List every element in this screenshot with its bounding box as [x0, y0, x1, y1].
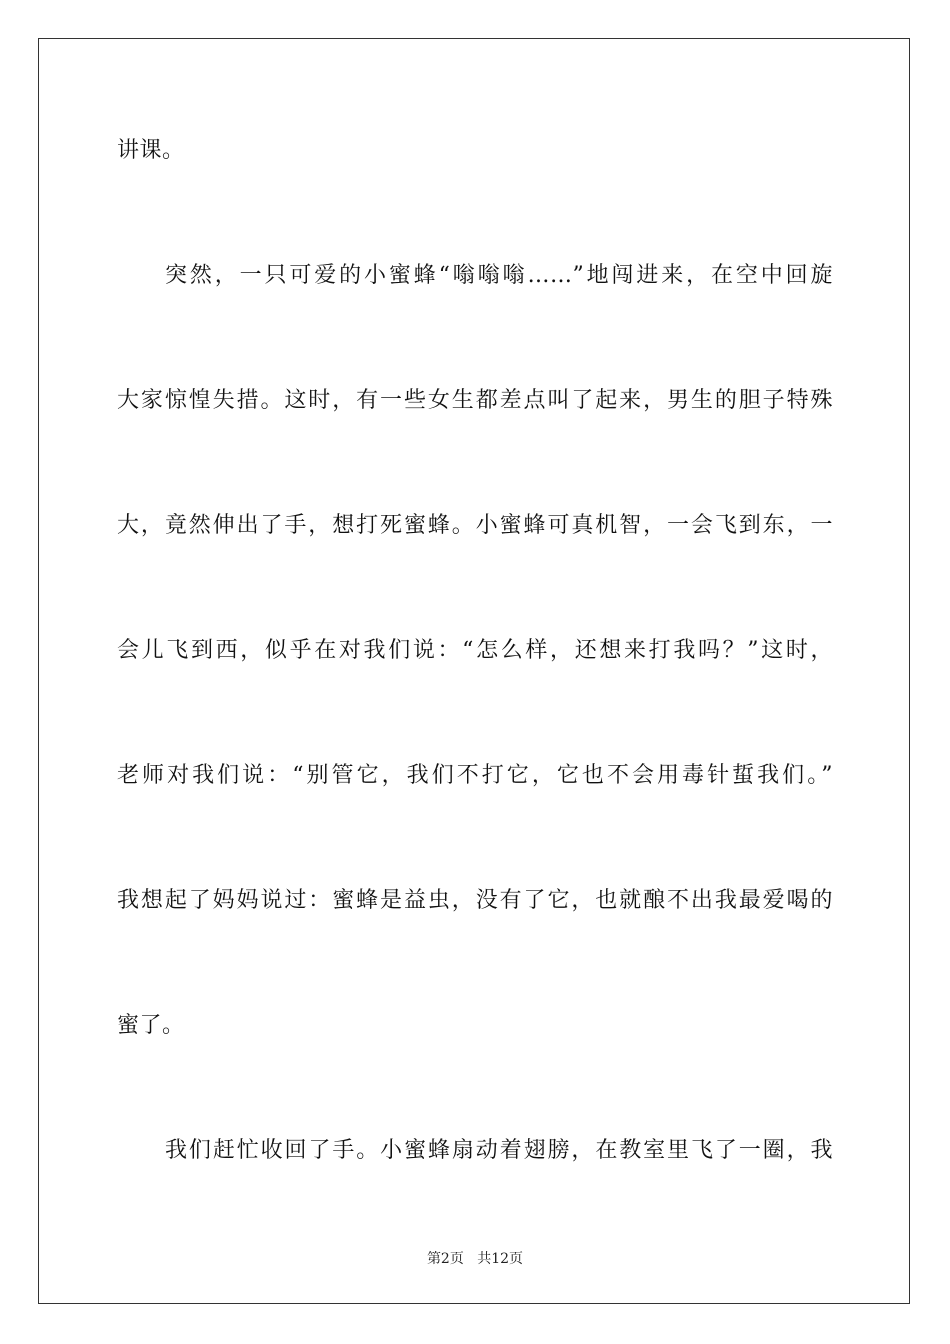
text-line-9: 我们赶忙收回了手。小蜜蜂扇动着翅膀，在教室里飞了一圈，我: [165, 1138, 833, 1163]
page-footer: [0, 1250, 950, 1268]
page-number: 第2页: [426, 1251, 464, 1267]
text-line-5: 会儿飞到西，似乎在对我们说：“怎么样，还想来打我吗？”这时，: [117, 638, 833, 663]
text-line-3: 大家惊惶失措。这时，有一些女生都差点叫了起来，男生的胆子特殊: [117, 388, 833, 413]
page-total: 共12页: [477, 1251, 524, 1267]
text-line-8: 蜜了。: [117, 1013, 185, 1038]
text-line-2: 突然，一只可爱的小蜜蜂“嗡嗡嗡……”地闯进来，在空中回旋: [165, 263, 833, 288]
page-border: [38, 38, 910, 1304]
text-line-6: 老师对我们说：“别管它，我们不打它，它也不会用毒针蜇我们。”: [117, 763, 833, 788]
text-line-7: 我想起了妈妈说过：蜜蜂是益虫，没有了它，也就酿不出我最爱喝的: [117, 888, 833, 913]
text-line-4: 大，竟然伸出了手，想打死蜜蜂。小蜜蜂可真机智，一会飞到东，一: [117, 513, 833, 538]
text-line-1: 讲课。: [117, 138, 185, 163]
